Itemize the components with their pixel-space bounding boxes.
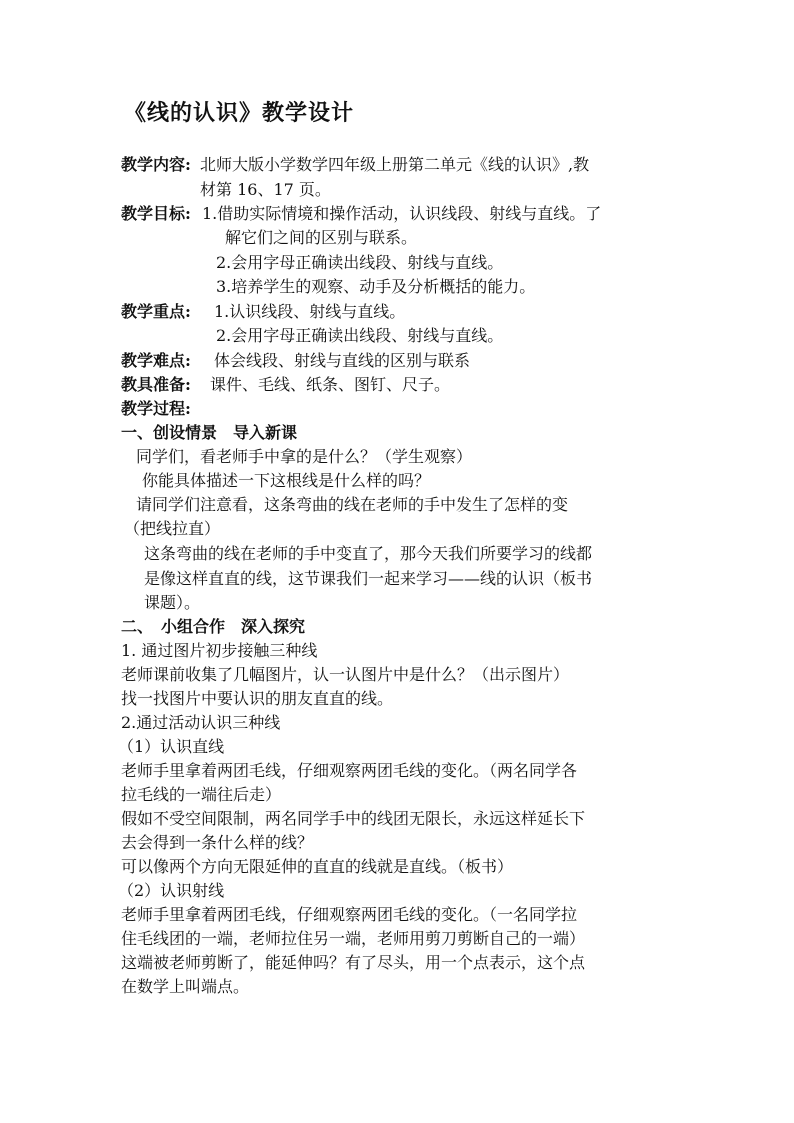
section-1-paragraph: 同学们，看老师手中拿的是什么？（学生观察） <box>136 447 473 466</box>
section-2-paragraph: 可以像两个方向无限延伸的直直的线就是直线。（板书） <box>121 857 514 876</box>
goal-1-line-1: 1.借助实际情境和操作活动，认识线段、射线与直线。了 <box>202 204 602 223</box>
section-2-paragraph: 老师课前收集了几幅图片，认一认图片中是什么？（出示图片） <box>121 665 570 684</box>
section-1-paragraph: 这条弯曲的线在老师的手中变直了，那今天我们所要学习的线都 <box>144 544 593 563</box>
section-2-paragraph: 去会得到一条什么样的线？ <box>121 833 314 852</box>
section-1-paragraph: 请同学们注意看，这条弯曲的线在老师的手中发生了怎样的变 <box>136 495 569 514</box>
goals-label: 教学目标: <box>121 204 191 223</box>
ray-heading: （2）认识射线 <box>118 881 225 900</box>
section-2-paragraph: 在数学上叫端点。 <box>121 977 250 996</box>
section-2-paragraph: 拉毛线的一端往后走） <box>121 785 282 804</box>
subsection-1-heading: 1. 通过图片初步接触三种线 <box>121 641 318 660</box>
goal-2: 2.会用字母正确读出线段、射线与直线。 <box>216 253 504 272</box>
subsection-2-heading: 2.通过活动认识三种线 <box>121 713 281 732</box>
section-2-paragraph: 假如不受空间限制，两名同学手中的线团无限长，永远这样延长下 <box>121 809 586 828</box>
section-1-paragraph: （把线拉直） <box>124 519 221 538</box>
section-2-paragraph: 老师手里拿着两团毛线，仔细观察两团毛线的变化。（一名同学拉 <box>121 905 578 924</box>
straight-line-heading: （1）认识直线 <box>118 737 225 756</box>
key-point-2: 2.会用字母正确读出线段、射线与直线。 <box>216 326 504 345</box>
difficulty-text: 体会线段、射线与直线的区别与联系 <box>214 351 471 370</box>
document-title: 《线的认识》教学设计 <box>124 100 355 126</box>
section-2-paragraph: 这端被老师剪断了，能延伸吗？有了尽头，用一个点表示，这个点 <box>121 953 586 972</box>
section-1-paragraph: 课题）。 <box>144 593 201 612</box>
key-point-1: 1.认识线段、射线与直线。 <box>214 302 406 321</box>
content-text-line-2: 材第 16、17 页。 <box>200 180 331 199</box>
tools-label: 教具准备: <box>121 375 191 394</box>
process-label: 教学过程: <box>121 399 191 418</box>
content-label: 教学内容: <box>121 155 191 174</box>
section-2-heading: 二、 小组合作 深入探究 <box>121 617 306 636</box>
goal-3: 3.培养学生的观察、动手及分析概括的能力。 <box>216 277 536 296</box>
content-text-line-1: 北师大版小学数学四年级上册第二单元《线的认识》,教 <box>200 155 590 174</box>
section-1-paragraph: 你能具体描述一下这根线是什么样的吗？ <box>142 471 431 490</box>
difficulty-label: 教学难点: <box>121 351 191 370</box>
key-points-label: 教学重点: <box>121 302 191 321</box>
section-2-paragraph: 住毛线团的一端，老师拉住另一端，老师用剪刀剪断自己的一端） <box>121 929 586 948</box>
section-2-paragraph: 找一找图片中要认识的朋友直直的线。 <box>121 689 394 708</box>
section-1-heading: 一、创设情景 导入新课 <box>121 423 298 442</box>
tools-text: 课件、毛线、纸条、图钉、尺子。 <box>210 375 451 394</box>
goal-1-line-2: 解它们之间的区别与联系。 <box>225 228 418 247</box>
section-2-paragraph: 老师手里拿着两团毛线，仔细观察两团毛线的变化。（两名同学各 <box>121 761 578 780</box>
section-1-paragraph: 是像这样直直的线，这节课我们一起来学习——线的认识（板书 <box>144 569 593 588</box>
